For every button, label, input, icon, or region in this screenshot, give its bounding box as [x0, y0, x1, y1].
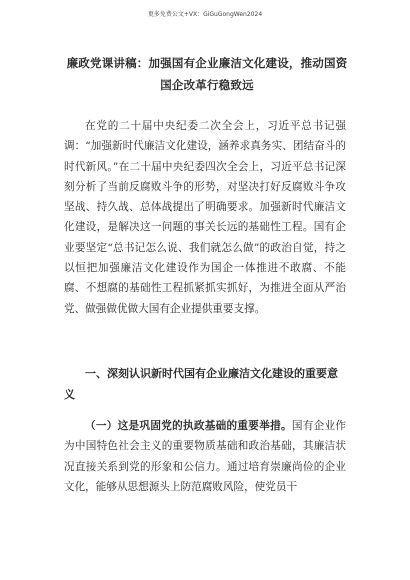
intro-paragraph: 在党的二十届中央纪委二次全会上，习近平总书记强调：“加强新时代廉洁文化建设，涵养求真务实、团结奋斗的时代新风。”在二十届中央纪委四次全会上，习近平总书记深刻分析了当前反腐败斗争的形势，对坚决打好反腐败斗争攻坚战、持久战、总体战提出了明确要求。加强新时代廉洁文化建设，是解决这一问题的事关长远的基础性工程。国有企业要坚定“总书记怎么说、我们就怎么做”的政治自觉，持之以恒把加强廉洁文化建设作为国企一体推进不敢腐、不能腐、不想腐的基础性工程抓紧抓实抓好，为推进全面从严治党、做强做优做大国有企业提供重要支撑。: [64, 120, 346, 315]
document-title: 廉政党课讲稿：加强国有企业廉洁文化建设，推动国资国企改革行稳致远: [66, 56, 348, 92]
section-heading: 一、深刻认识新时代国有企业廉洁文化建设的重要意义: [64, 367, 338, 401]
subsection-body: 国有企业作为中国特色社会主义的重要物质基础和政治基础，其廉洁状况直接关系到党的形象和公信力。通过培育崇廉尚俭的企业文化，能够从思想源头上防范腐败风险，使党员干: [64, 420, 347, 493]
subsection-heading: （一）这是巩固党的执政基础的重要举措。: [85, 420, 292, 432]
watermark-text: 更多免费公文+VX：GiGuGongWen2024: [147, 11, 263, 18]
subsection-paragraph: [64, 416, 346, 497]
